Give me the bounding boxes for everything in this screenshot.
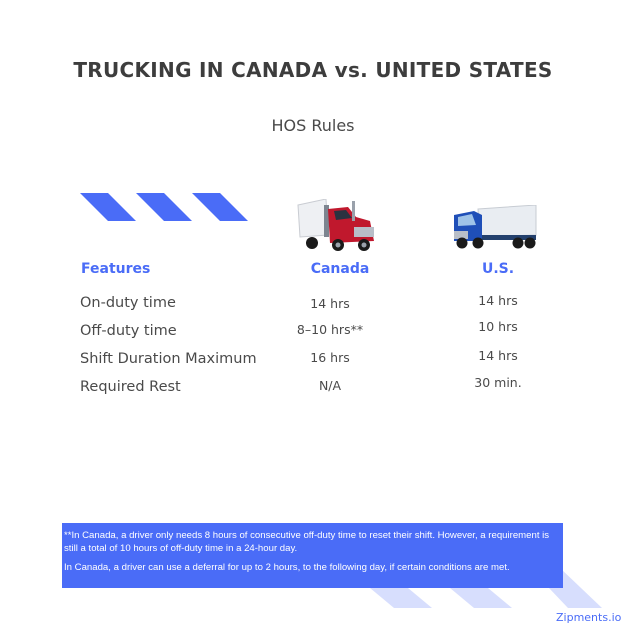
- us-header: U.S.: [481, 261, 515, 277]
- features-header: Features: [81, 261, 151, 277]
- canada-value: 14 hrs: [310, 296, 350, 311]
- us-value: 30 min.: [474, 375, 522, 390]
- page-subtitle: HOS Rules: [271, 116, 355, 135]
- feature-label: Off-duty time: [80, 323, 177, 339]
- feature-label: Required Rest: [80, 379, 181, 395]
- footnote-box: [62, 523, 563, 588]
- canada-value: 8–10 hrs**: [296, 322, 364, 337]
- page-title: TRUCKING IN CANADA vs. UNITED STATES: [73, 58, 553, 82]
- us-value: 14 hrs: [478, 293, 518, 308]
- footnote-text: **In Canada, a driver only needs 8 hours of consecutive off-duty time to reset their shift. However, a requirement is still a total of 10 hours of off-duty time in a 24-hour day.: [64, 530, 550, 554]
- canada-value: 16 hrs: [310, 350, 350, 365]
- us-value: 14 hrs: [478, 348, 518, 363]
- footnote-text: In Canada, a driver can use a deferral for up to 2 hours, to the following day, if certain conditions are met.: [64, 562, 510, 573]
- feature-label: On-duty time: [80, 295, 176, 311]
- feature-label: Shift Duration Maximum: [80, 351, 257, 367]
- brand-name: Zipments.io: [556, 611, 622, 624]
- us-value: 10 hrs: [478, 319, 518, 334]
- canada-value: N/A: [318, 378, 342, 393]
- canada-header: Canada: [310, 261, 370, 277]
